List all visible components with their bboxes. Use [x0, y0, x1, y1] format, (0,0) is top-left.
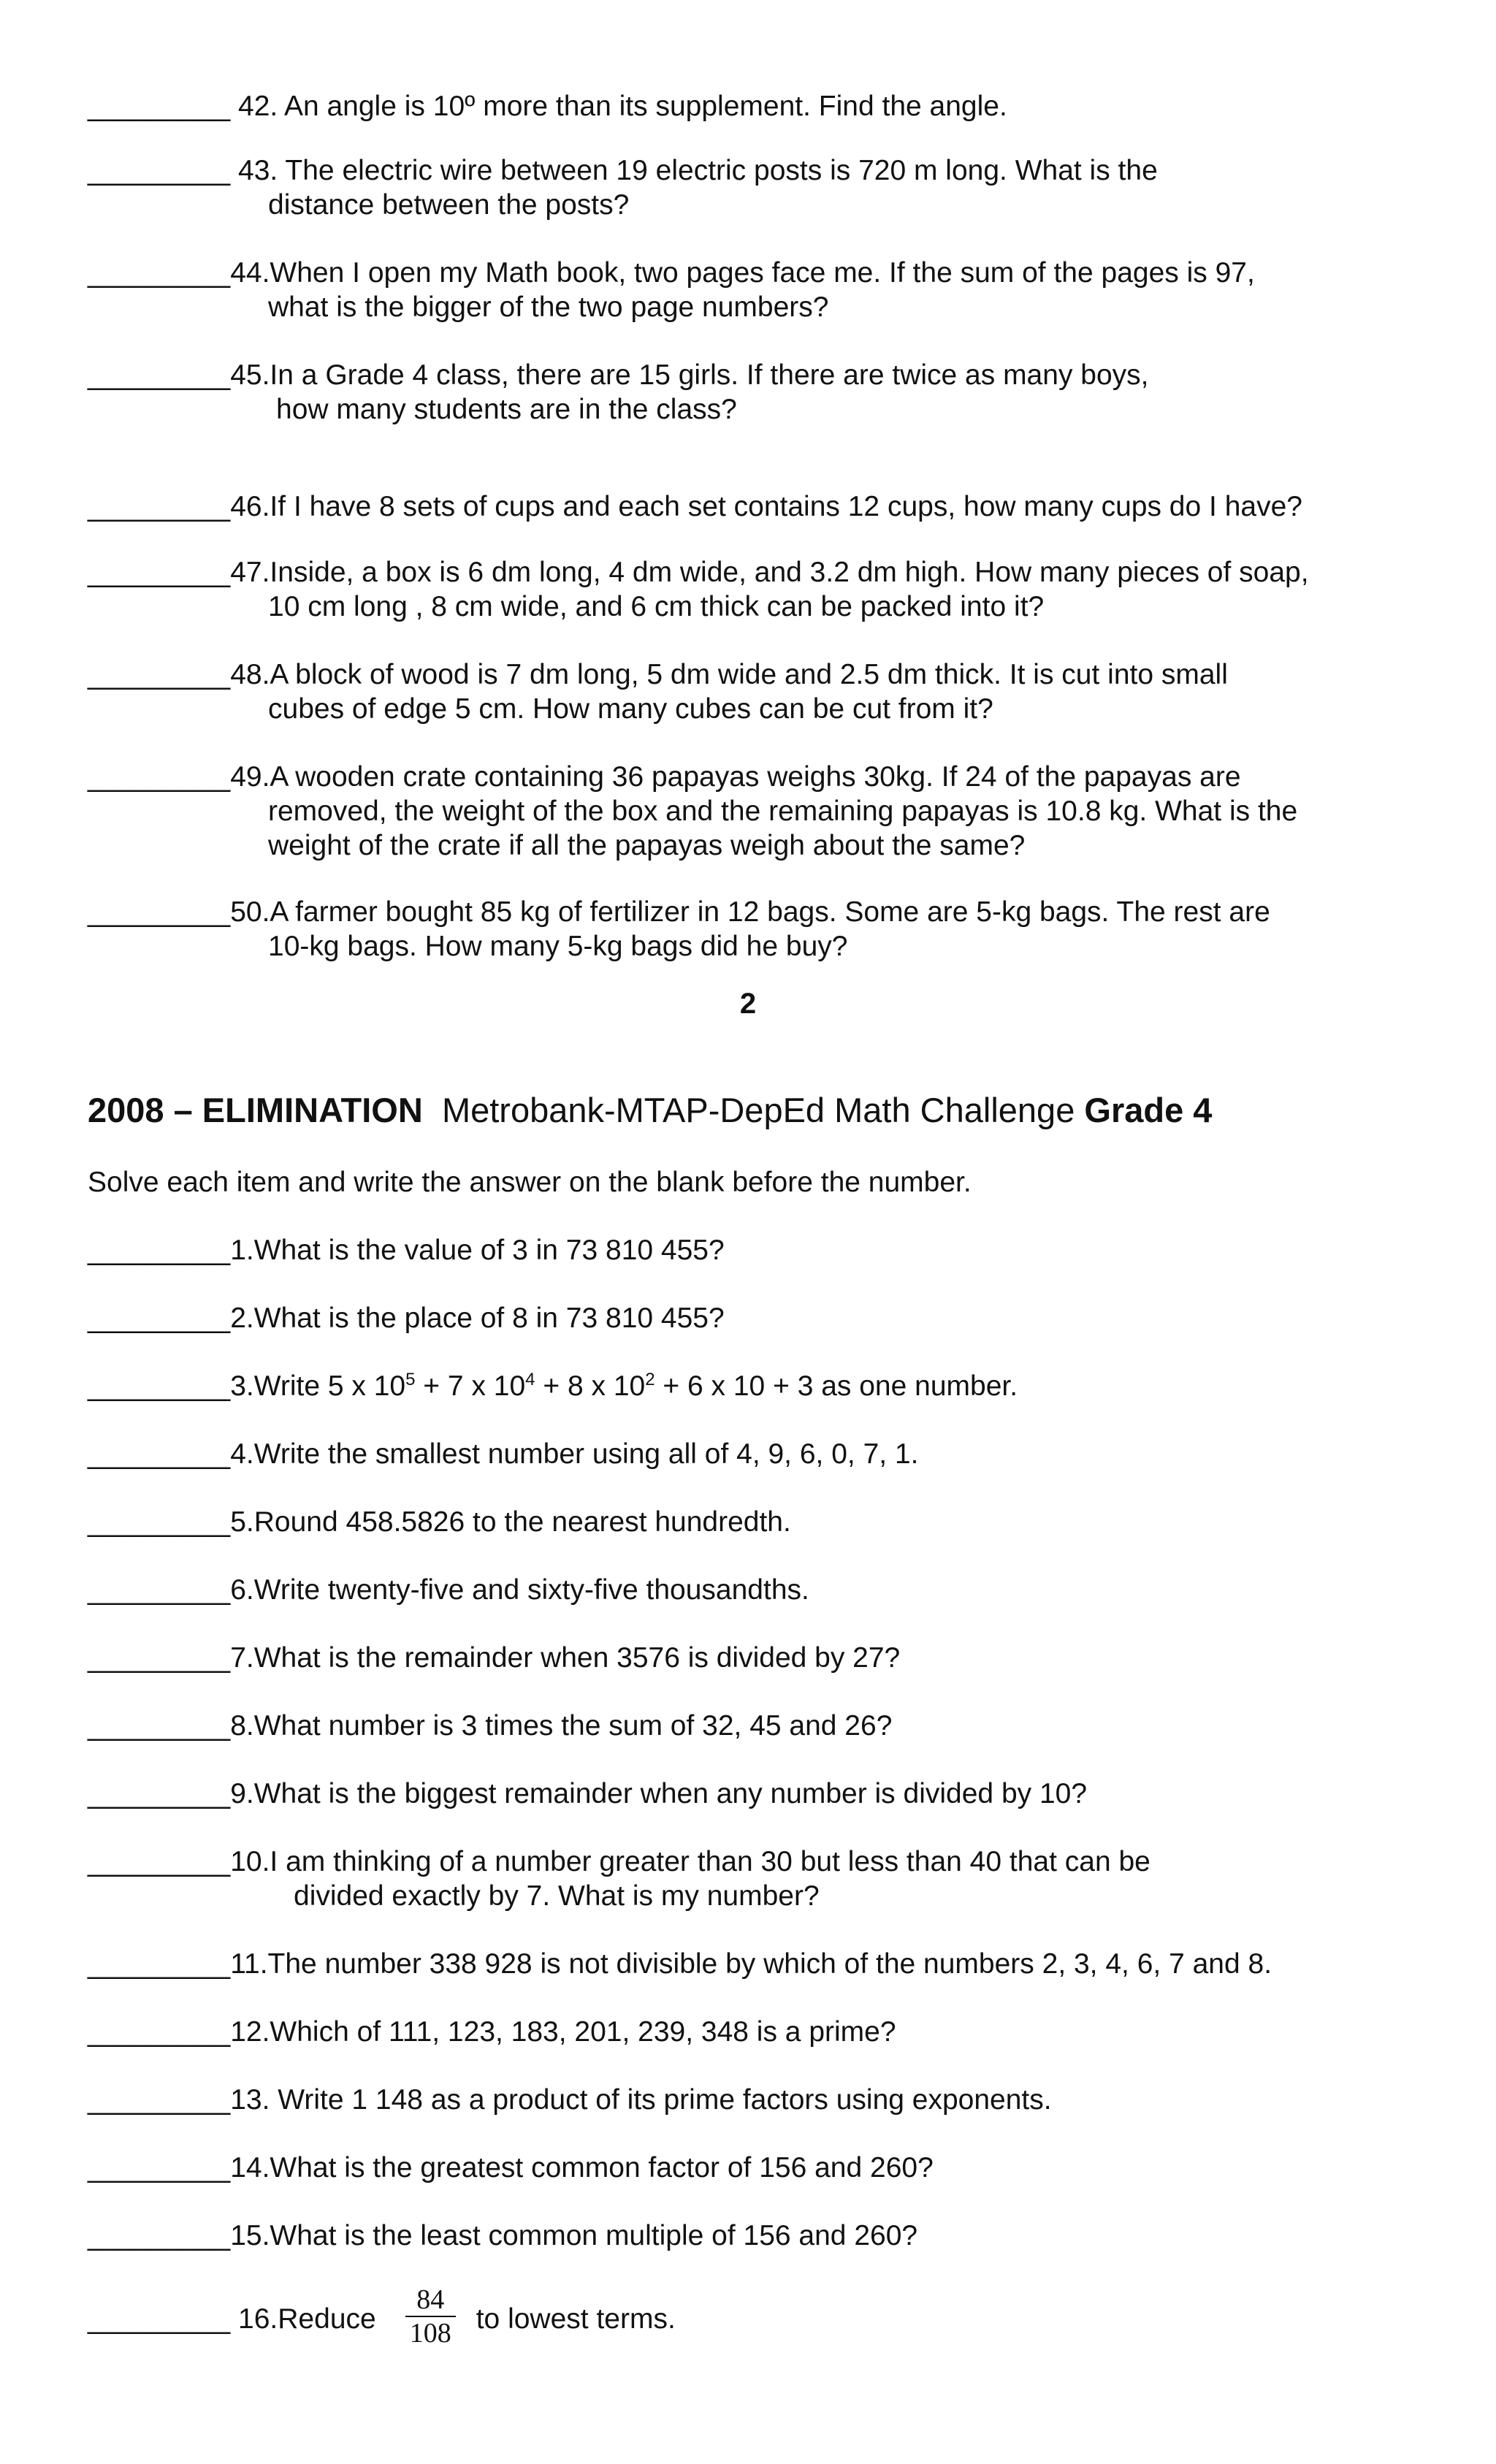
- question-text: 8.What number is 3 times the sum of 32, 45 and 26?: [230, 1710, 893, 1742]
- answer-blank: _________: [88, 2152, 231, 2183]
- question-47: [88, 555, 1417, 624]
- answer-blank: _________: [88, 91, 231, 122]
- question-text: 12.Which of 111, 123, 183, 201, 239, 348 is a prime?: [230, 2016, 896, 2048]
- answer-blank: _________: [88, 896, 231, 928]
- question-14: [88, 2151, 1417, 2185]
- question-text: 45.In a Grade 4 class, there are 15 girls. If there are twice as many boys,: [230, 359, 1149, 391]
- question-text: 50.A farmer bought 85 kg of fertilizer in 12 bags. Some are 5-kg bags. The rest are: [230, 896, 1270, 928]
- question-text: 47.Inside, a box is 6 dm long, 4 dm wide, and 3.2 dm high. How many pieces of soap,: [230, 557, 1309, 588]
- exponent: 2: [645, 1370, 655, 1389]
- question-3: [88, 1369, 1417, 1403]
- heading-grade: Grade 4: [1084, 1091, 1213, 1129]
- answer-blank: _________: [88, 1235, 231, 1266]
- question-50: [88, 895, 1417, 964]
- question-10: [88, 1845, 1417, 1913]
- answer-blank: _________: [88, 1642, 231, 1674]
- question-13: [88, 2083, 1417, 2117]
- question-4: [88, 1437, 1417, 1471]
- question-7: [88, 1641, 1417, 1675]
- question-text: 7.What is the remainder when 3576 is divided by 27?: [230, 1642, 901, 1674]
- question-48: [88, 657, 1417, 726]
- question-text-continued: cubes of edge 5 cm. How many cubes can be cut from it?: [268, 693, 993, 725]
- question-46: [88, 489, 1417, 524]
- answer-blank: _________: [88, 2220, 231, 2251]
- answer-blank: _________: [88, 257, 231, 289]
- question-12: [88, 2015, 1417, 2049]
- question-5: [88, 1505, 1417, 1539]
- question-45: [88, 358, 1417, 427]
- question-text: 10.I am thinking of a number greater than 30 but less than 40 that can be: [230, 1846, 1150, 1877]
- question-49: [88, 760, 1417, 863]
- answer-blank: _________: [88, 1778, 231, 1809]
- question-text: 48.A block of wood is 7 dm long, 5 dm wide and 2.5 dm thick. It is cut into small: [230, 659, 1228, 690]
- question-text-tail: to lowest terms.: [476, 2303, 676, 2335]
- question-text-continued: how many students are in the class?: [276, 394, 737, 425]
- page-number: 2: [739, 988, 757, 1020]
- question-text-continued: what is the bigger of the two page numbers?: [268, 291, 829, 323]
- question-44: [88, 256, 1417, 324]
- question-42: [88, 89, 1417, 123]
- question-9: [88, 1777, 1417, 1811]
- question-16: [88, 2284, 1417, 2355]
- answer-blank: _________: [88, 1846, 231, 1877]
- fraction-numerator: 84: [405, 2284, 456, 2317]
- answer-blank: _________: [88, 359, 231, 391]
- question-text: + 6 x 10 + 3 as one number.: [654, 1370, 1018, 1402]
- fraction: [405, 2284, 456, 2349]
- question-text: 15.What is the least common multiple of 156 and 260?: [230, 2220, 918, 2251]
- question-11: [88, 1947, 1417, 1981]
- question-1: [88, 1233, 1417, 1267]
- answer-blank: _________: [88, 761, 231, 793]
- question-43: [88, 153, 1417, 222]
- question-text: 4.Write the smallest number using all of 4, 9, 6, 0, 7, 1.: [230, 1438, 919, 1470]
- question-text: 9.What is the biggest remainder when any number is divided by 10?: [230, 1778, 1088, 1809]
- answer-blank: _________: [88, 1506, 231, 1538]
- question-6: [88, 1573, 1417, 1607]
- question-15: [88, 2219, 1417, 2253]
- question-text: 5.Round 458.5826 to the nearest hundredth.: [230, 1506, 791, 1538]
- question-text-continued: 10 cm long , 8 cm wide, and 6 cm thick can be packed into it?: [268, 591, 1045, 622]
- answer-blank: _________: [88, 1370, 231, 1402]
- answer-blank: _________: [88, 557, 231, 588]
- section-heading: [88, 1090, 1212, 1131]
- answer-blank: _________: [88, 1574, 231, 1606]
- answer-blank: _________: [88, 2303, 231, 2335]
- answer-blank: _________: [88, 491, 231, 522]
- question-text: 1.What is the value of 3 in 73 810 455?: [230, 1235, 725, 1266]
- answer-blank: _________: [88, 1438, 231, 1470]
- instructions: Solve each item and write the answer on the blank before the number.: [88, 1167, 972, 1198]
- fraction-denominator: 108: [409, 2317, 451, 2349]
- question-text: 44.When I open my Math book, two pages face me. If the sum of the pages is 97,: [230, 257, 1255, 289]
- answer-blank: _________: [88, 1302, 231, 1334]
- question-text: 49.A wooden crate containing 36 papayas weighs 30kg. If 24 of the papayas are: [230, 761, 1241, 793]
- answer-blank: _________: [88, 1948, 231, 1980]
- question-text: 14.What is the greatest common factor of 156 and 260?: [230, 2152, 934, 2183]
- answer-blank: _________: [88, 659, 231, 690]
- question-text-continued: divided exactly by 7. What is my number?: [294, 1880, 820, 1912]
- question-text-continued: distance between the posts?: [268, 189, 630, 221]
- heading-challenge: Metrobank-MTAP-DepEd Math Challenge: [441, 1091, 1075, 1129]
- exponent: 4: [525, 1370, 535, 1389]
- exponent: 5: [405, 1370, 416, 1389]
- heading-elimination: 2008 – ELIMINATION: [88, 1091, 423, 1129]
- question-text-continued: removed, the weight of the box and the remaining papayas is 10.8 kg. What is the: [268, 796, 1298, 827]
- question-text: 42. An angle is 10º more than its supplement. Find the angle.: [230, 91, 1007, 122]
- question-text: 3.Write 5 x 10: [230, 1370, 406, 1402]
- question-text: 13. Write 1 148 as a product of its prime factors using exponents.: [230, 2084, 1052, 2116]
- question-text-continued: 10-kg bags. How many 5-kg bags did he buy?: [268, 931, 848, 962]
- question-text: 46.If I have 8 sets of cups and each set contains 12 cups, how many cups do I have?: [230, 491, 1302, 522]
- answer-blank: _________: [88, 2016, 231, 2048]
- question-8: [88, 1709, 1417, 1743]
- answer-blank: _________: [88, 155, 231, 186]
- question-text-continued: weight of the crate if all the papayas weigh about the same?: [268, 830, 1026, 861]
- answer-blank: _________: [88, 1710, 231, 1742]
- question-text: 16.Reduce: [230, 2303, 376, 2335]
- question-text: 11.The number 338 928 is not divisible by which of the numbers 2, 3, 4, 6, 7 and 8.: [230, 1948, 1272, 1980]
- question-2: [88, 1301, 1417, 1335]
- question-text: 6.Write twenty-five and sixty-five thousandths.: [230, 1574, 809, 1606]
- question-text: + 7 x 10: [415, 1370, 526, 1402]
- question-text: + 8 x 10: [535, 1370, 646, 1402]
- question-text: 43. The electric wire between 19 electric posts is 720 m long. What is the: [230, 155, 1158, 186]
- answer-blank: _________: [88, 2084, 231, 2116]
- question-text: 2.What is the place of 8 in 73 810 455?: [230, 1302, 725, 1334]
